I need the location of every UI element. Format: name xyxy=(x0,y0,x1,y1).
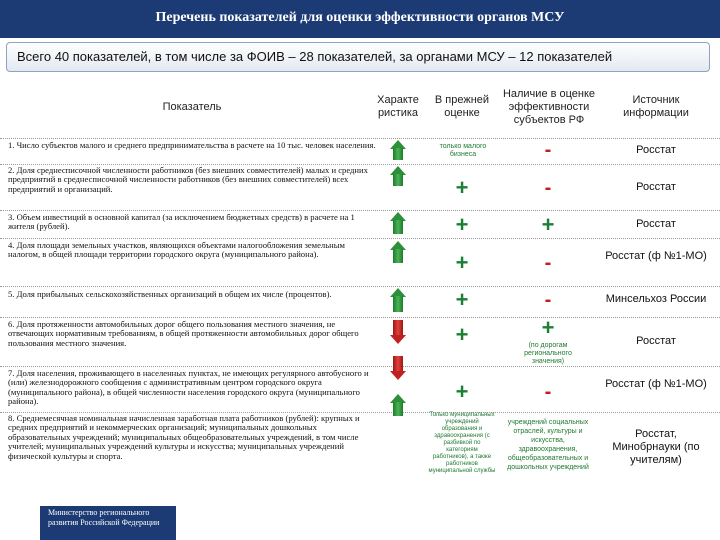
row-4-up-arrow-icon xyxy=(390,241,406,263)
row-6-presence-note: (по дорогам регионального значения) xyxy=(524,342,572,365)
row-7-text: 7. Доля населения, проживающего в населенных пунктах, не имеющих регулярного автобусного и (или) железнодорожного сообщения с административным центром городского округа (муниципального района), в общей численности населения городского округа (муниципального района). xyxy=(8,369,369,407)
title-bar xyxy=(0,0,720,38)
row-7-source: Росстат (ф №1-МО) xyxy=(605,378,707,390)
row-7-previous: + xyxy=(455,379,469,404)
row-3-source: Росстат xyxy=(636,218,676,230)
row-1-up-arrow-icon xyxy=(390,140,406,160)
row-separator xyxy=(0,317,720,318)
row-5-source: Минсельхоз России xyxy=(605,293,707,305)
row-separator xyxy=(0,238,720,239)
row-4-source: Росстат (ф №1-МО) xyxy=(605,250,707,262)
col-header-source: Источник информации xyxy=(623,94,689,119)
row-8-text: 8. Среднемесячная номинальная начисленная заработная плата работников (рублей): крупных и средних предприятий и некоммерческих организаций; муниципальных дошкольных образовательных учреждений; муниципальных общеобразовательных учреждений, в том числе учителей; муниципальных учреждений культуры и искусства; муниципальных учреждений физической культуры и спорта. xyxy=(8,414,360,461)
row-1-source: Росстат xyxy=(636,144,676,156)
row-5-text: 5. Доля прибыльных сельскохозяйственных организаций в общем их числе (процентов). xyxy=(8,290,332,299)
row-3-previous: + xyxy=(455,212,469,237)
row-7-presence: - xyxy=(544,381,552,403)
col-header-presence: Наличие в оценке эффективности субъектов РФ xyxy=(502,87,596,126)
footer-ministry-logo-text: Министерство регионального развития Российской Федерации xyxy=(40,506,176,540)
row-5-previous: + xyxy=(455,287,469,312)
subtitle-banner: Всего 40 показателей, в том числе за ФОИВ – 28 показателей, за органами МСУ – 12 показателей xyxy=(6,42,710,72)
row-3-text: 3. Объем инвестиций в основной капитал (за исключением бюджетных средств) в расчете на 1 жителя (рублей). xyxy=(8,213,355,232)
row-1-text: 1. Число субъектов малого и среднего предпринимательства в расчете на 10 тыс. человек населения. xyxy=(8,141,376,150)
row-6-previous: + xyxy=(455,322,469,347)
row-8-up-arrow-icon xyxy=(390,394,406,416)
row-separator xyxy=(0,366,720,367)
row-3-presence: + xyxy=(541,212,555,237)
row-5-presence: - xyxy=(544,289,552,311)
row-8-previous: Только муниципальных учреждений образования и здравоохранения (с разбивкой по категориям работников), а также работников муниципальной службы xyxy=(428,412,496,474)
row-8-presence: учреждений социальных отраслей, культуры и искусства, здравоохранения, общеобразовательных и дошкольных учреждений xyxy=(507,419,589,471)
row-6-presence: + xyxy=(541,315,555,340)
row-separator xyxy=(0,164,720,165)
row-5-up-arrow-icon xyxy=(390,288,406,312)
row-separator xyxy=(0,210,720,211)
row-4-previous: + xyxy=(455,250,469,275)
row-4-text: 4. Доля площади земельных участков, являющихся объектами налогообложения земельным налогом, в общей площади территории городского округа (муниципального района). xyxy=(8,241,345,260)
col-header-characteristic: Характеристика xyxy=(377,94,419,119)
row-separator xyxy=(0,412,720,413)
row-2-source: Росстат xyxy=(636,181,676,193)
row-2-presence: - xyxy=(544,177,552,199)
row-3-up-arrow-icon xyxy=(390,212,406,234)
col-header-previous: В прежней оценке xyxy=(434,94,490,119)
row-7-down-arrow-icon xyxy=(390,356,406,380)
row-6-text: 6. Доля протяженности автомобильных дорог общего пользования местного значения, не отвечающих нормативным требованиям, в общей протяженности автомобильных дорог общего пользования местного значения. xyxy=(8,320,359,348)
page-title: Перечень показателей для оценки эффективности органов МСУ xyxy=(155,10,565,25)
col-header-indicator: Показатель xyxy=(162,100,222,113)
row-2-up-arrow-icon xyxy=(390,166,406,186)
row-separator xyxy=(0,138,720,139)
row-6-source: Росстат xyxy=(636,335,676,347)
row-separator xyxy=(0,286,720,287)
row-8-source: Росстат, Минобрнауки (по учителям) xyxy=(612,428,700,466)
row-2-previous: + xyxy=(455,175,469,200)
row-4-presence: - xyxy=(544,252,552,274)
row-1-presence: - xyxy=(544,139,552,161)
row-1-previous: только малого бизнеса xyxy=(439,143,487,158)
row-2-text: 2. Доля среднесписочной численности работников (без внешних совместителей) малых и средних предприятий в среднесписочной численности работников (без внешних совместителей) всех предприятий и организаций. xyxy=(8,166,368,194)
row-6-down-arrow-icon xyxy=(390,320,406,344)
